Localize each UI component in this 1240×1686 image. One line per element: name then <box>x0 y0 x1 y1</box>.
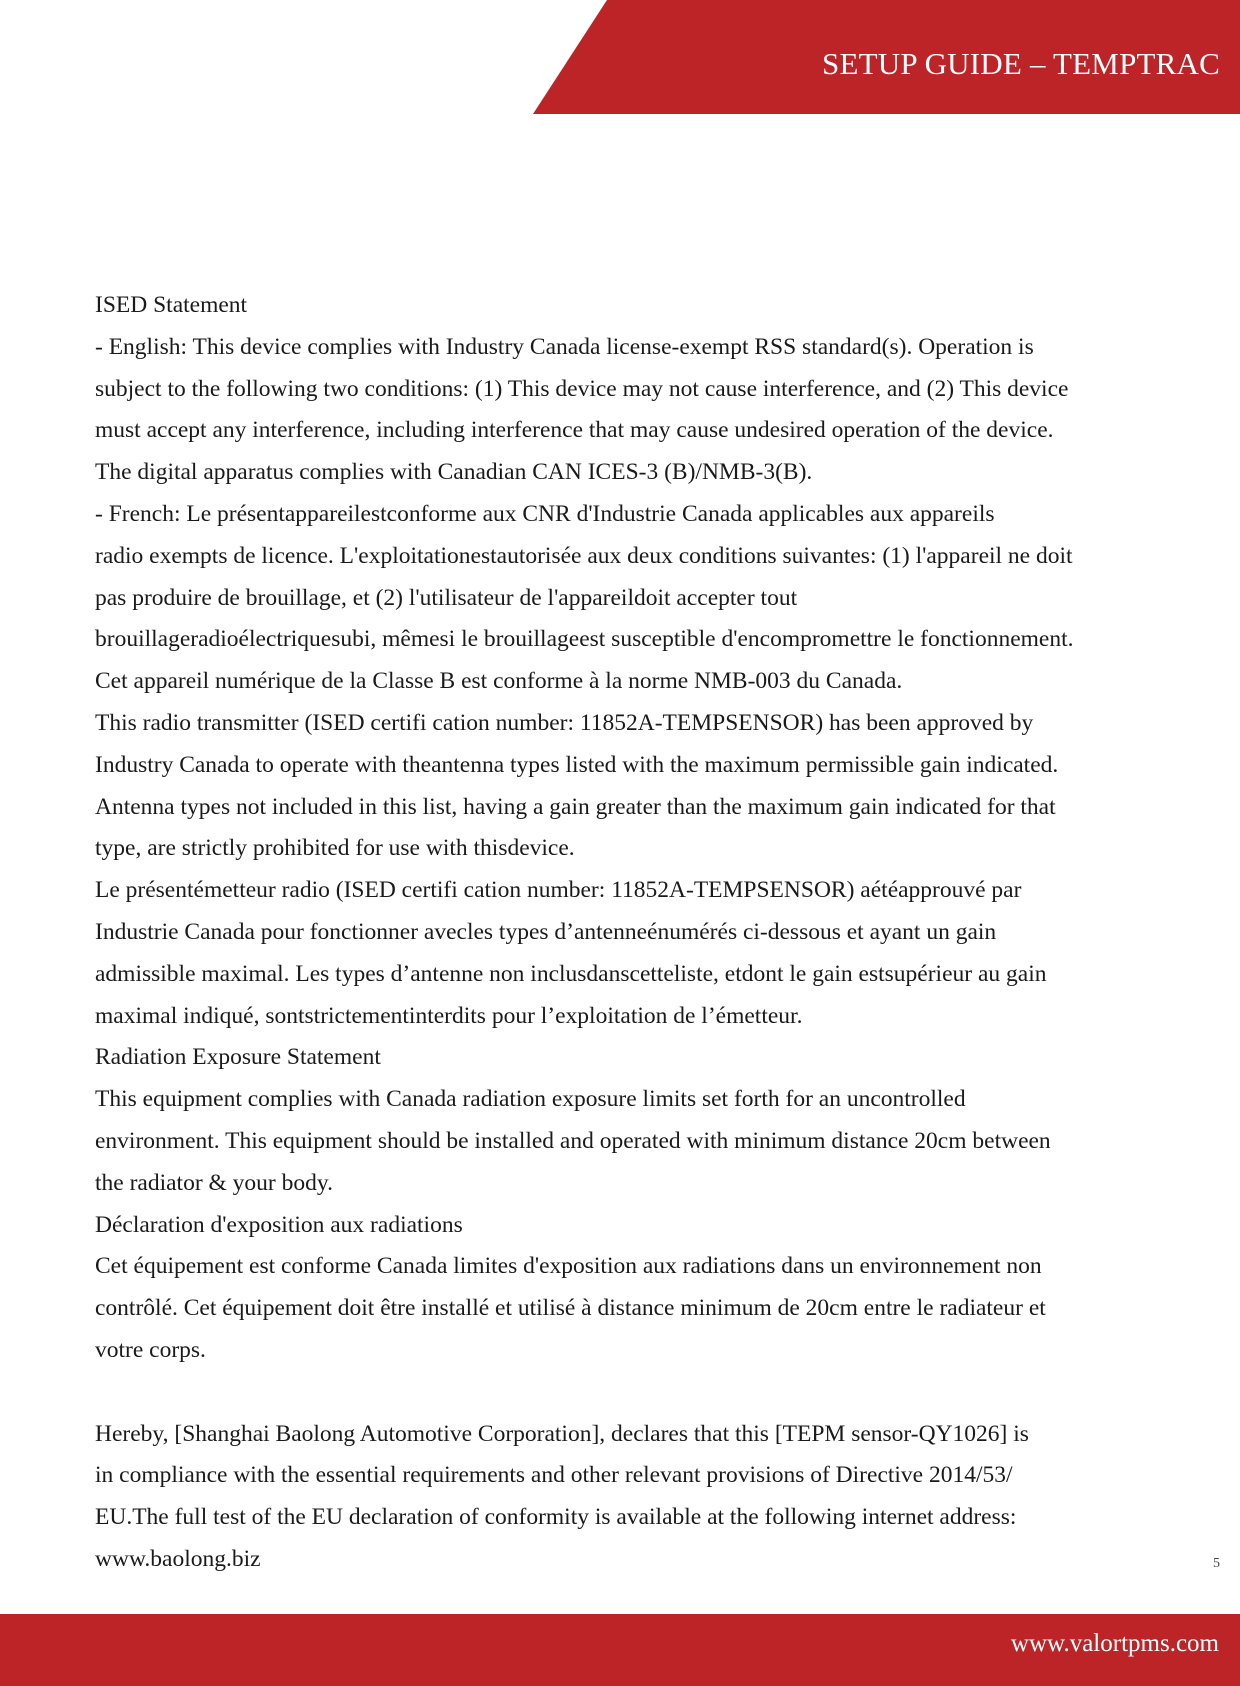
declaration-line: Hereby, [Shanghai Baolong Automotive Corporation], declares that this [TEPM sensor-QY1026] is <box>95 1420 1029 1447</box>
text-line: votre corps. <box>95 1336 206 1363</box>
text-line: - French: Le présentappareilestconforme aux CNR d'Industrie Canada applicables aux appareils <box>95 500 995 527</box>
text-line: Le présentémetteur radio (ISED certifi cation number: 11852A-TEMPSENSOR) aétéapprouvé par <box>95 877 1022 904</box>
text-line: maximal indiqué, sontstrictementinterdits pour l’exploitation de l’émetteur. <box>95 1002 803 1029</box>
text-line: Industrie Canada pour fonctionner avecles types d’antenneénumérés ci-dessous et ayant un gain <box>95 918 997 945</box>
section-heading-ised: ISED Statement <box>95 292 248 318</box>
text-line: Cet équipement est conforme Canada limites d'exposition aux radiations dans un environnement non <box>95 1253 1042 1280</box>
section-heading-radiation-exposure: Radiation Exposure Statement <box>95 1044 381 1071</box>
header-band <box>0 0 1240 114</box>
text-line: contrôlé. Cet équipement doit être installé et utilisé à distance minimum de 20cm entre le radiateur et <box>95 1295 1046 1322</box>
text-line: must accept any interference, including interference that may cause undesired operation of the device. <box>95 417 1054 444</box>
text-line: subject to the following two conditions: (1) This device may not cause interference, and (2) This device <box>95 375 1069 402</box>
text-line: pas produire de brouillage, et (2) l'utilisateur de l'appareildoit accepter tout <box>95 584 798 611</box>
paragraph-spacer <box>95 1372 1165 1414</box>
text-line: type, are strictly prohibited for use with thisdevice. <box>95 835 575 862</box>
text-line: Antenna types not included in this list, having a gain greater than the maximum gain indicated for that <box>95 793 1056 820</box>
declaration-url: www.baolong.biz <box>95 1545 261 1572</box>
text-line: This radio transmitter (ISED certifi cation number: 11852A-TEMPSENSOR) has been approved by <box>95 709 1034 736</box>
text-line: admissible maximal. Les types d’antenne non inclusdanscetteliste, etdont le gain estsupérieur au gain <box>95 960 1047 987</box>
footer-band <box>0 1614 1240 1686</box>
text-line: the radiator & your body. <box>95 1169 333 1196</box>
text-line: This equipment complies with Canada radiation exposure limits set forth for an uncontrolled <box>95 1086 966 1113</box>
declaration-line: in compliance with the essential requirements and other relevant provisions of Directive 2014/53/ <box>95 1462 1013 1489</box>
text-line: environment. This equipment should be installed and operated with minimum distance 20cm between <box>95 1127 1051 1154</box>
footer-website-url: www.valortpms.com <box>1010 1630 1219 1657</box>
text-line: The digital apparatus complies with Canadian CAN ICES-3 (B)/NMB-3(B). <box>95 459 813 486</box>
section-heading-declaration-exposition: Déclaration d'exposition aux radiations <box>95 1211 463 1238</box>
text-line: - English: This device complies with Industry Canada license-exempt RSS standard(s). Operation is <box>95 333 1034 360</box>
document-body <box>95 285 1165 1581</box>
text-line: brouillageradioélectriquesubi, mêmesi le brouillageest susceptible d'encompromettre le fonctionnement. <box>95 626 1074 653</box>
text-line: radio exempts de licence. L'exploitationestautorisée aux deux conditions suivantes: (1) l'appareil ne doit <box>95 542 1073 569</box>
page-number: 5 <box>1213 1556 1220 1571</box>
text-line: Cet appareil numérique de la Classe B est conforme à la norme NMB-003 du Canada. <box>95 668 903 695</box>
document-title: SETUP GUIDE – TEMPTRAC <box>822 46 1220 81</box>
text-line: Industry Canada to operate with theantenna types listed with the maximum permissible gain indicated. <box>95 751 1059 778</box>
declaration-line: EU.The full test of the EU declaration of conformity is available at the following internet address: <box>95 1504 1017 1531</box>
